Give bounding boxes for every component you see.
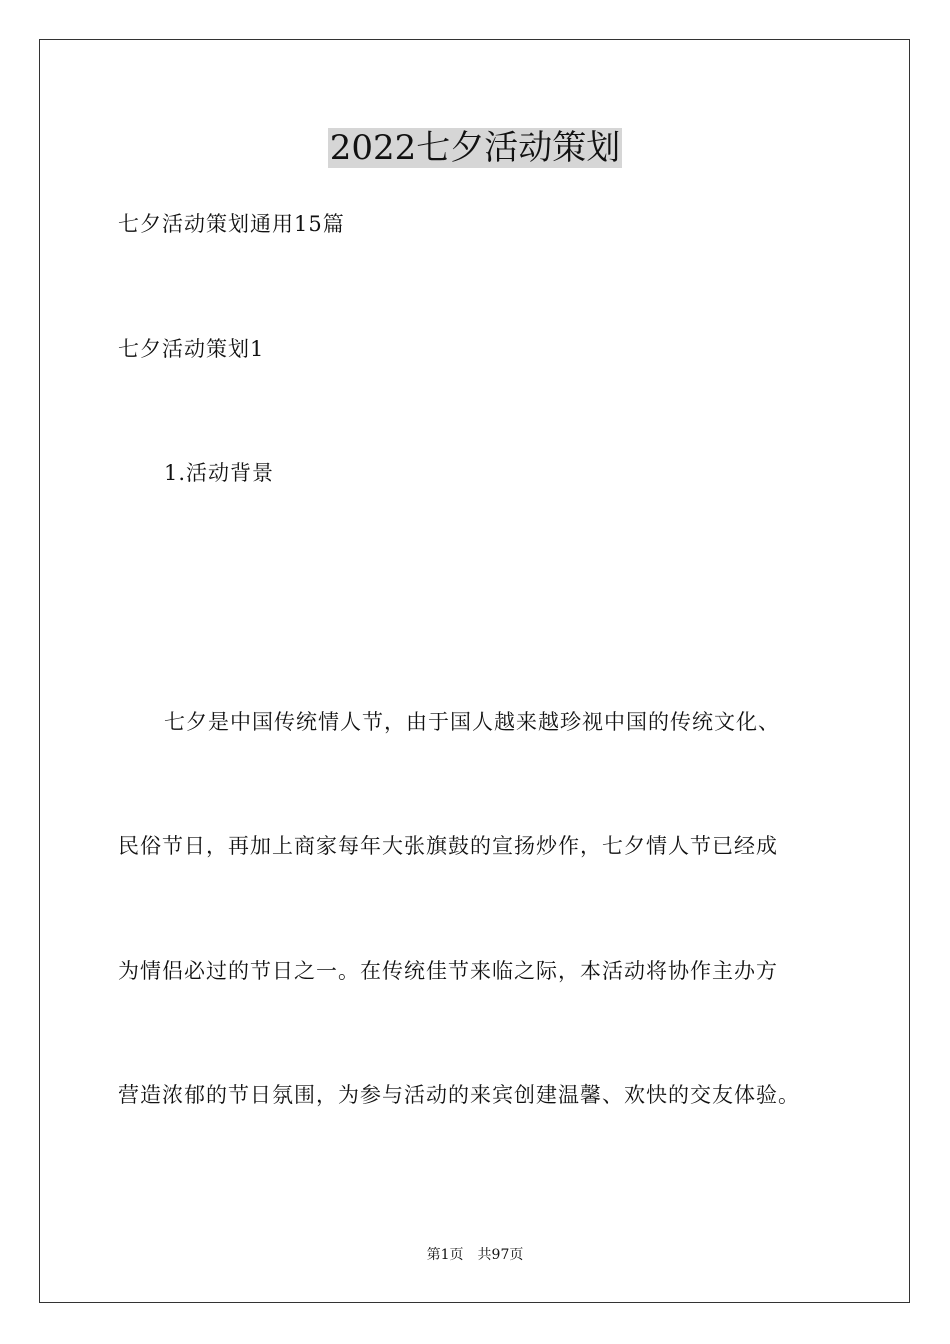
paragraph-line: 营造浓郁的节日氛围，为参与活动的来宾创建温馨、欢快的交友体验。: [118, 1083, 800, 1107]
item-heading: 1.活动背景: [164, 461, 275, 485]
document-title: [0, 126, 950, 170]
document-title-text: 2022七夕活动策划: [329, 128, 621, 168]
page-footer: [0, 1245, 950, 1265]
paragraph-line: 七夕是中国传统情人节，由于国人越来越珍视中国的传统文化、: [164, 710, 780, 734]
document-subtitle: 七夕活动策划通用15篇: [118, 212, 345, 236]
page-number: 第1页: [426, 1247, 464, 1263]
paragraph-line: 民俗节日，再加上商家每年大张旗鼓的宣扬炒作，七夕情人节已经成: [118, 834, 778, 858]
section-heading: 七夕活动策划1: [118, 337, 265, 361]
page-total: 共97页: [477, 1247, 524, 1263]
paragraph-line: 为情侣必过的节日之一。在传统佳节来临之际，本活动将协作主办方: [118, 959, 778, 983]
